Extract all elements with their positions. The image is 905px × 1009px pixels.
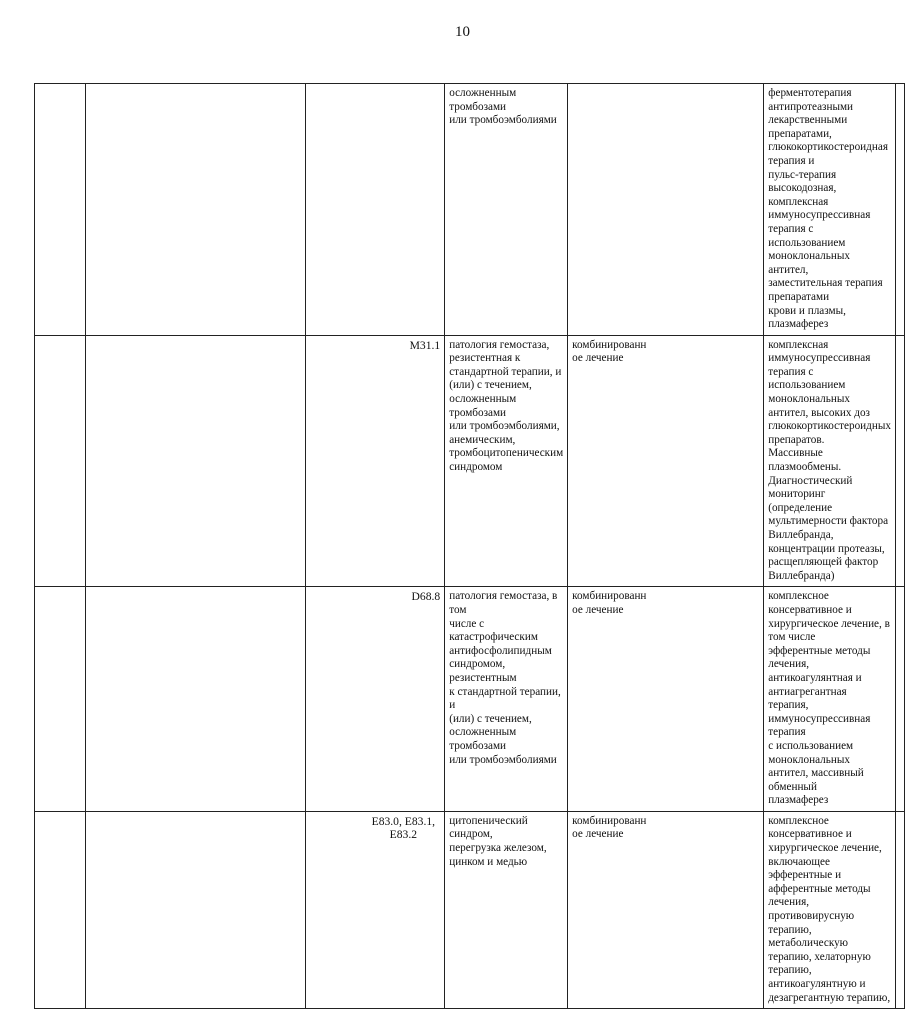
number-cell <box>35 587 86 812</box>
method-cell: комплексное консервативное и хирургическое лечение, включающее эфферентные и афферентные методы лечения, противовирусную терапию, метаболическую терапию, хелаторную терапию, антикоагулянтную и дезагрегантную терапию, <box>764 811 896 1008</box>
model-cell: патология гемостаза, резистентная к стандартной терапии, и (или) с течением, осложненным тромбозами или тромбоэмболиями, анемическим, тромбоцитопеническим синдромом <box>445 335 568 587</box>
name-cell <box>85 335 306 587</box>
method-cell: комплексная иммуносупрессивная терапия с использованием моноклональных антител, высоких доз глюкокортикостероидных препаратов. Массивные плазмообмены. Диагностический мониторинг (определение мультимерности фактора Виллебранда, концентрации протеазы, расщепляющей фактор Виллебранда) <box>764 335 896 587</box>
cost-cell <box>896 587 905 812</box>
page-number: 10 <box>455 24 470 40</box>
procedures-table <box>34 83 905 1009</box>
table-row <box>35 811 905 1008</box>
code-cell: D68.8 <box>306 587 445 812</box>
method-cell: комплексное консервативное и хирургическое лечение, в том числе эфферентные методы лечения, антикоагулянтная и антиагрегантная терапия, иммуносупрессивная терапия с использованием моноклональных антител, массивный обменный плазмаферез <box>764 587 896 812</box>
code-cell: E83.0, E83.1, E83.2 <box>306 811 445 1008</box>
cost-cell <box>896 84 905 336</box>
code-cell <box>306 84 445 336</box>
code-cell: M31.1 <box>306 335 445 587</box>
name-cell <box>85 587 306 812</box>
number-cell <box>35 811 86 1008</box>
treatment-type-cell: комбинированн ое лечение <box>568 587 764 812</box>
number-cell <box>35 84 86 336</box>
table-row <box>35 335 905 587</box>
table-row <box>35 84 905 336</box>
model-cell: патология гемостаза, в том числе с катастрофическим антифосфолипидным синдромом, резистентным к стандартной терапии, и (или) с течением, осложненным тромбозами или тромбоэмболиями <box>445 587 568 812</box>
model-cell: осложненным тромбозами или тромбоэмболиями <box>445 84 568 336</box>
cost-cell <box>896 811 905 1008</box>
treatment-type-cell: комбинированн ое лечение <box>568 335 764 587</box>
number-cell <box>35 335 86 587</box>
method-cell: ферментотерапия антипротеазными лекарственными препаратами, глюкокортикостероидная терапия и пульс-терапия высокодозная, комплексная иммуносупрессивная терапия с использованием моноклональных антител, заместительная терапия препаратами крови и плазмы, плазмаферез <box>764 84 896 336</box>
table-row <box>35 587 905 812</box>
name-cell <box>85 84 306 336</box>
model-cell: цитопенический синдром, перегрузка железом, цинком и медью <box>445 811 568 1008</box>
name-cell <box>85 811 306 1008</box>
cost-cell <box>896 335 905 587</box>
treatment-type-cell: комбинированн ое лечение <box>568 811 764 1008</box>
treatment-type-cell <box>568 84 764 336</box>
